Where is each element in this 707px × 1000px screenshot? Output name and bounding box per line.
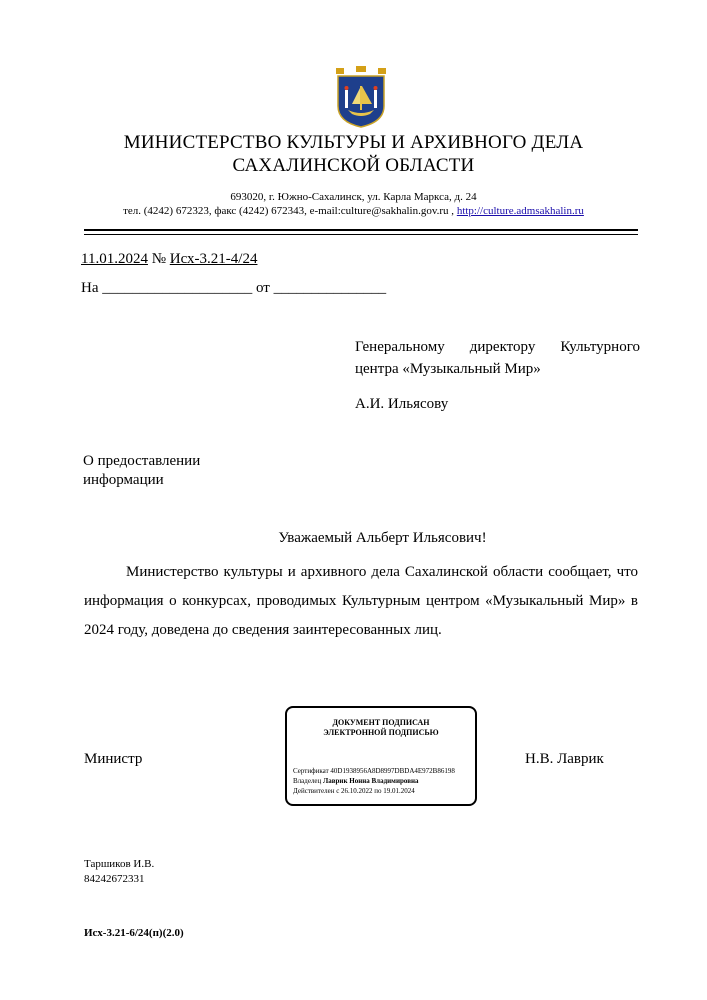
header-divider-thick: [84, 229, 638, 231]
certificate-label: Сертификат: [293, 767, 329, 775]
reference-line: На ____________________ от _______________: [81, 280, 387, 296]
stamp-title-line2: ЭЛЕКТРОННОЙ ПОДПИСЬЮ: [323, 728, 439, 737]
organization-name-line1: МИНИСТЕРСТВО КУЛЬТУРЫ И АРХИВНОГО ДЕЛА: [123, 132, 584, 153]
signatory-position: Министр: [84, 751, 143, 767]
number-sign: №: [151, 251, 167, 267]
stamp-title-line1: ДОКУМЕНТ ПОДПИСАН: [332, 718, 430, 727]
electronic-signature-stamp: [285, 706, 477, 806]
registration-number: Исх-3.21-4/24: [169, 251, 258, 267]
document-code: Исх-3.21-6/24(п)(2.0): [84, 927, 184, 939]
letter-body: Министерство культуры и архивного дела Сахалинской области сообщает, что информация о конкурсах, проводимых Культурным центром «Музыкальный Мир» в 2024 году, доведена до сведения заинтересованных лиц.: [84, 564, 638, 638]
organization-name-line2: САХАЛИНСКОЙ ОБЛАСТИ: [232, 155, 475, 176]
registration-date: 11.01.2024: [81, 251, 148, 267]
postal-address: 693020, г. Южно-Сахалинск, ул. Карла Маркса, д. 24: [230, 191, 477, 203]
subject-line1: О предоставлении: [83, 453, 201, 469]
stamp-validity: Действителен с 26.10.2022 по 19.01.2024: [293, 787, 415, 795]
stamp-title: [287, 718, 475, 738]
stamp-owner: [293, 777, 419, 785]
contacts-line: [0, 204, 707, 218]
certificate-number: 40D1938956A8D8997DBDA4E972B86198: [330, 767, 455, 775]
recipient-position: Генеральному директору Культурного центра «Музыкальный Мир»: [355, 339, 640, 377]
executor-phone: 84242672331: [84, 873, 145, 885]
recipient-name: А.И. Ильясову: [355, 396, 449, 412]
owner-label: Владелец: [293, 777, 322, 785]
header-divider-thin: [84, 234, 638, 235]
signatory-name: Н.В. Лаврик: [525, 751, 604, 767]
registration-line: [81, 251, 257, 268]
organization-title: [0, 131, 707, 177]
executor-info: [84, 857, 154, 887]
contacts-text: тел. (4242) 672323, факс (4242) 672343, e-mail:culture@sakhalin.gov.ru ,: [123, 205, 455, 217]
letter-subject: [83, 452, 283, 490]
organization-address: [0, 190, 707, 218]
subject-line2: информации: [83, 472, 164, 488]
coat-of-arms-icon: [336, 66, 386, 128]
executor-name: Таршиков И.В.: [84, 858, 155, 870]
stamp-certificate: [293, 767, 455, 775]
website-link[interactable]: http://culture.admsakhalin.ru: [456, 205, 584, 217]
owner-name: Лаврик Нонна Владимировна: [323, 777, 419, 785]
greeting: Уважаемый Альберт Ильясович!: [278, 530, 487, 546]
